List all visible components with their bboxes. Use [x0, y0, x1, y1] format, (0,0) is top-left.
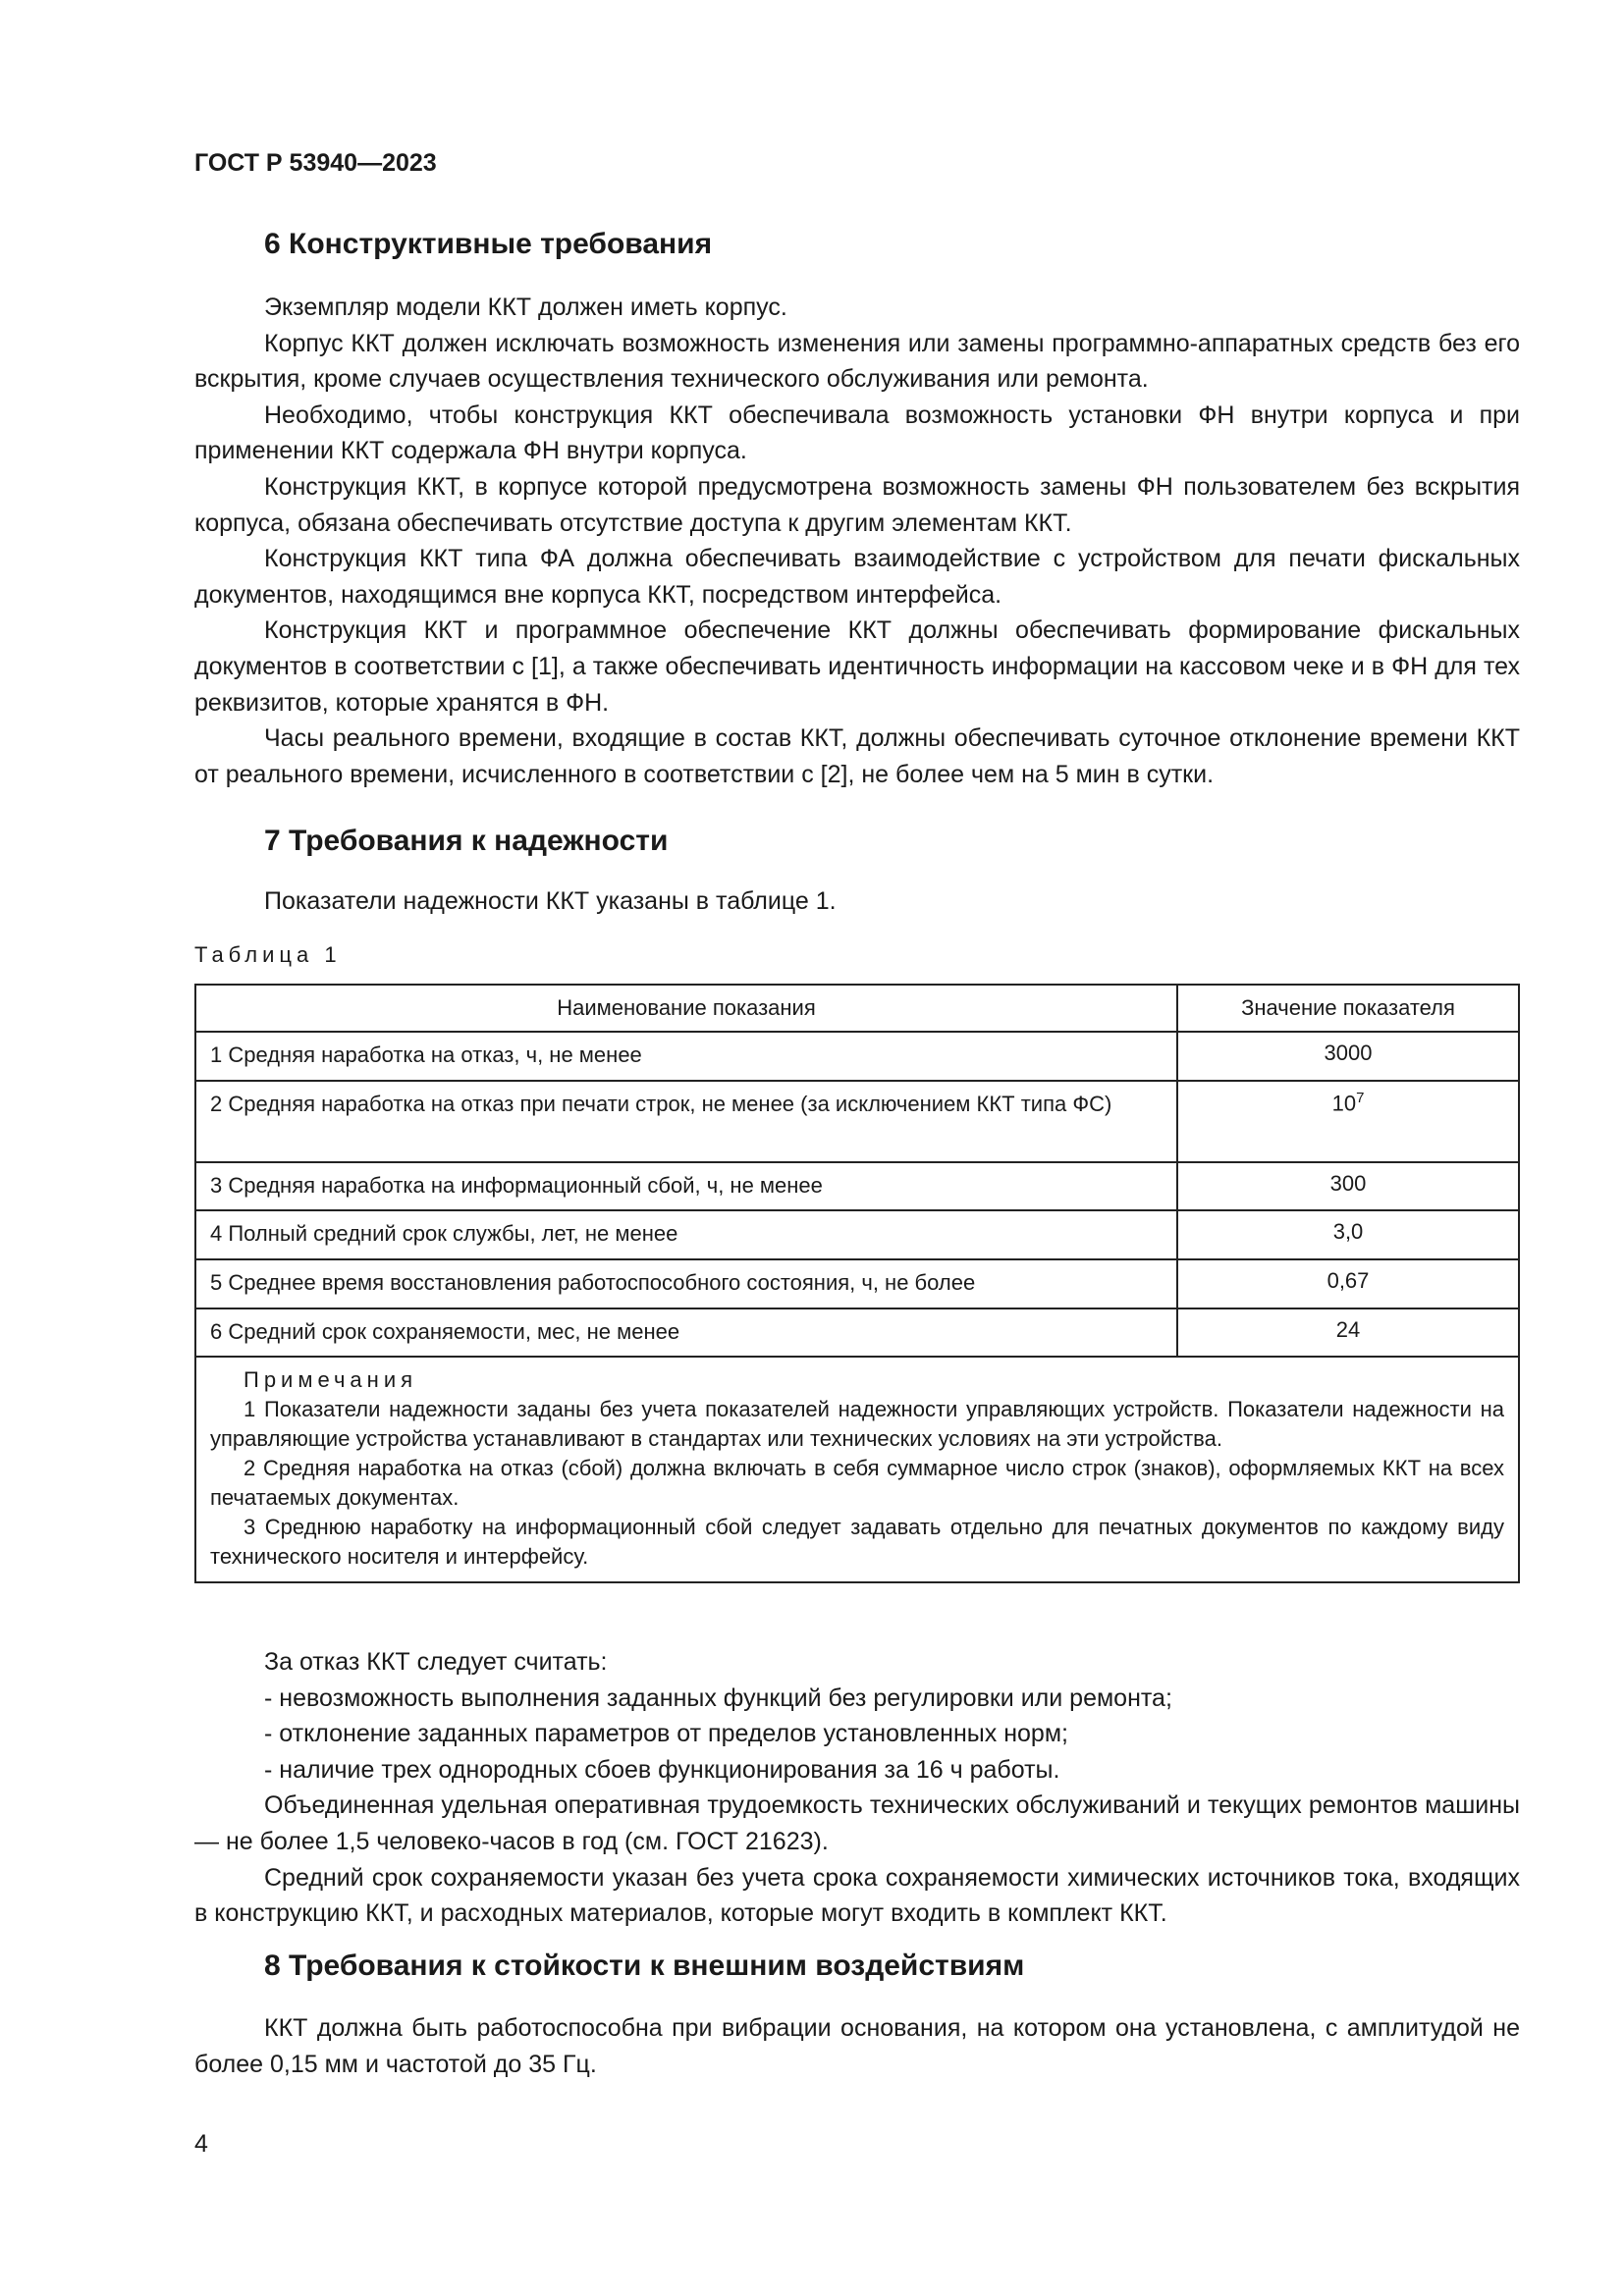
paragraph: Конструкция ККТ типа ФА должна обеспечивать взаимодействие с устройством для печати фискальных документов, находящимся вне корпуса ККТ, посредством интерфейса. [194, 545, 1520, 609]
table-notes-row [195, 1357, 1519, 1582]
table-row [195, 1032, 1519, 1081]
paragraph: За отказ ККТ следует считать: [264, 1648, 608, 1676]
paragraph: Экземпляр модели ККТ должен иметь корпус. [264, 294, 787, 321]
notes-title: Примечания [244, 1367, 418, 1392]
cell-value: 3000 [1177, 1032, 1519, 1081]
reliability-table [194, 984, 1520, 1583]
section-7-after [194, 1644, 1520, 1932]
note: 2 Средняя наработка на отказ (сбой) должна включать в себя суммарное число строк (знаков), оформляемых ККТ на всех печатаемых документах. [210, 1456, 1504, 1510]
page-number: 4 [194, 2130, 208, 2158]
cell-name: 1 Средняя наработка на отказ, ч, не менее [195, 1032, 1177, 1081]
cell-name: 6 Средний срок сохраняемости, мес, не менее [195, 1308, 1177, 1357]
cell-value: 24 [1177, 1308, 1519, 1357]
table-row [195, 1081, 1519, 1162]
cell-name: 5 Среднее время восстановления работоспособного состояния, ч, не более [195, 1259, 1177, 1308]
list-item: - отклонение заданных параметров от пределов установленных норм; [264, 1720, 1068, 1748]
note: 1 Показатели надежности заданы без учета показателей надежности управляющих устройств. Показатели надежности на управляющие устройства устанавливают в стандартах или технических условиях на эти устройства. [210, 1397, 1504, 1451]
cell-value: 300 [1177, 1162, 1519, 1210]
section-6-body [194, 290, 1520, 792]
section-6-title: 6 Конструктивные требования [264, 228, 713, 260]
cell-name: 2 Средняя наработка на отказ при печати строк, не менее (за исключением ККТ типа ФС) [195, 1081, 1177, 1162]
table-notes [196, 1358, 1518, 1581]
paragraph: Средний срок сохраняемости указан без учета срока сохраняемости химических источников тока, входящих в конструкцию ККТ, и расходных материалов, которые могут входить в комплект ККТ. [194, 1863, 1520, 1928]
section-7-intro: Показатели надежности ККТ указаны в таблице 1. [264, 887, 837, 915]
table-row [195, 1308, 1519, 1357]
note: 3 Среднюю наработку на информационный сбой следует задавать отдельно для печатных документов по каждому виду технического носителя и интерфейсу. [210, 1515, 1504, 1569]
table-row [195, 1259, 1519, 1308]
cell-value: 0,67 [1177, 1259, 1519, 1308]
list-item: - невозможность выполнения заданных функций без регулировки или ремонта; [264, 1683, 1172, 1712]
table-row [195, 1210, 1519, 1259]
value-base: 10 [1331, 1091, 1357, 1116]
table-header-row [195, 985, 1519, 1032]
cell-value [1177, 1081, 1519, 1162]
paragraph: Конструкция ККТ и программное обеспечение ККТ должны обеспечивать формирование фискальных документов в соответствии с [1], а также обеспечивать идентичность информации на кассовом чеке и в ФН для тех реквизитов, которые хранятся в ФН. [194, 616, 1520, 717]
document-header: ГОСТ Р 53940—2023 [194, 149, 437, 177]
section-8-title: 8 Требования к стойкости к внешним воздействиям [264, 1949, 1025, 1982]
cell-value: 3,0 [1177, 1210, 1519, 1259]
paragraph: Конструкция ККТ, в корпусе которой предусмотрена возможность замены ФН пользователем без вскрытия корпуса, обязана обеспечивать отсутствие доступа к другим элементам ККТ. [194, 472, 1520, 537]
paragraph: Необходимо, чтобы конструкция ККТ обеспечивала возможность установки ФН внутри корпуса и при применении ККТ содержала ФН внутри корпуса. [194, 400, 1520, 465]
column-header: Значение показателя [1177, 985, 1519, 1032]
column-header: Наименование показания [195, 985, 1177, 1032]
value-exponent: 7 [1356, 1090, 1365, 1106]
cell-name: 3 Средняя наработка на информационный сбой, ч, не менее [195, 1162, 1177, 1210]
paragraph: Объединенная удельная оперативная трудоемкость технических обслуживаний и текущих ремонтов машины — не более 1,5 человеко-часов в год (см. ГОСТ 21623). [194, 1791, 1520, 1855]
list-item: - наличие трех однородных сбоев функционирования за 16 ч работы. [264, 1755, 1060, 1784]
paragraph: Корпус ККТ должен исключать возможность изменения или замены программно-аппаратных средств без его вскрытия, кроме случаев осуществления технического обслуживания или ремонта. [194, 329, 1520, 394]
paragraph: Часы реального времени, входящие в состав ККТ, должны обеспечивать суточное отклонение времени ККТ от реального времени, исчисленного в соответствии с [2], не более чем на 5 мин в сутки. [194, 724, 1520, 788]
table-row [195, 1162, 1519, 1210]
table-caption: Таблица 1 [194, 942, 342, 967]
paragraph: ККТ должна быть работоспособна при вибрации основания, на котором она установлена, с амплитудой не более 0,15 мм и частотой до 35 Гц. [194, 2014, 1520, 2078]
cell-name: 4 Полный средний срок службы, лет, не менее [195, 1210, 1177, 1259]
section-7-title: 7 Требования к надежности [264, 825, 669, 857]
